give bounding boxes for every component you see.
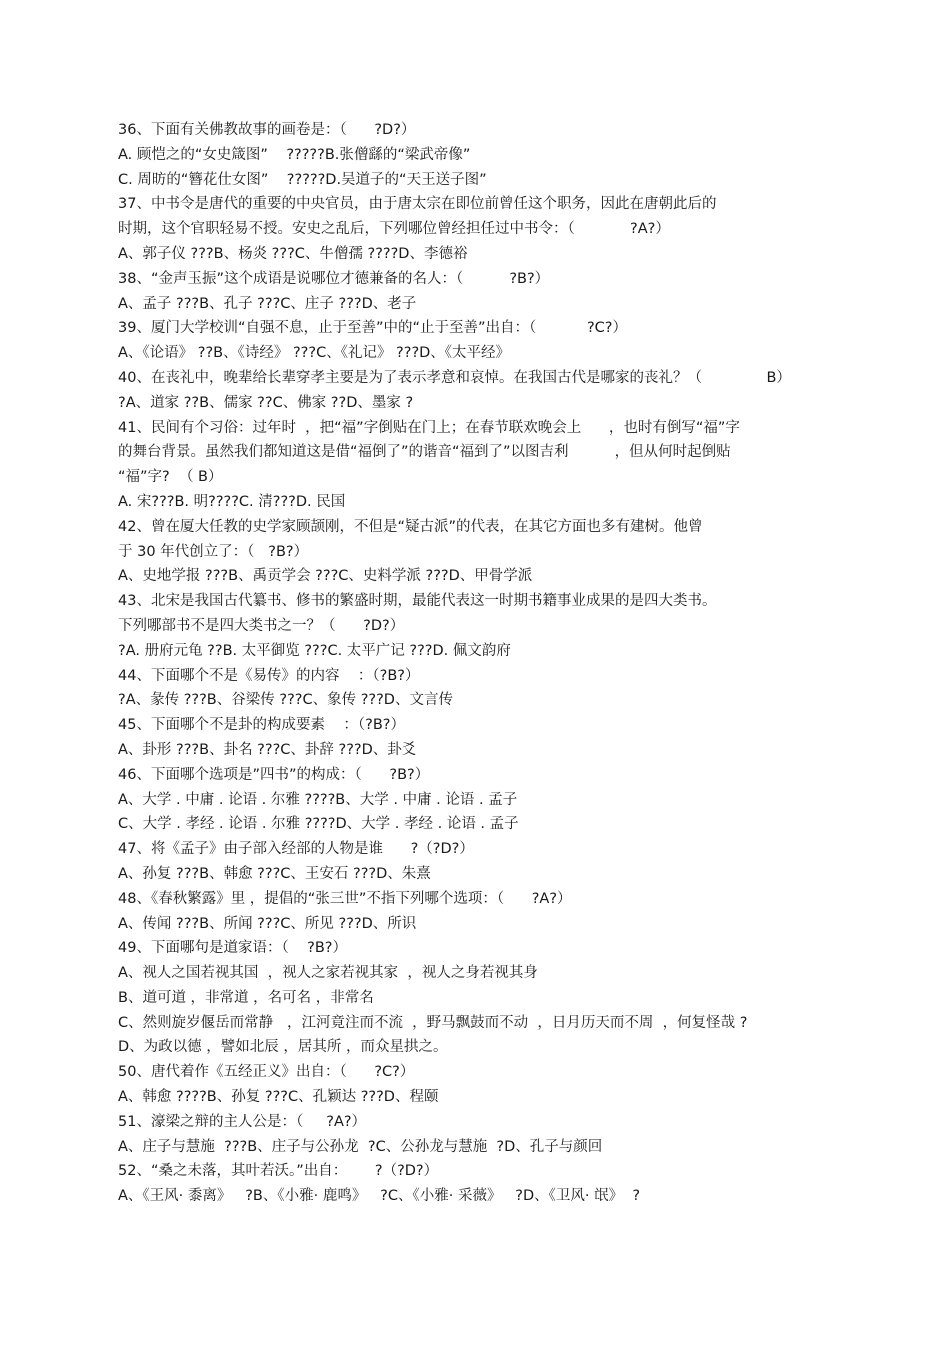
q40-stem: 40、在丧礼中，晚辈给长辈穿孝主要是为了表示孝意和哀悼。在我国古代是哪家的丧礼？（ B） bbox=[118, 369, 791, 386]
q41-stem-line2: 的舞台背景。虽然我们都知道这是借“福倒了”的谐音“福到了”以图吉利 ，但从何时起倒贴 bbox=[118, 444, 731, 461]
q41-stem-line1: 41、民间有个习俗：过年时 ，把“福”字倒贴在门上；在春节联欢晚会上 ，也时有倒写“福”字 bbox=[118, 419, 740, 436]
q39-stem: 39、厦门大学校训“自强不息，止于至善”中的“止于至善”出自：（ ?C?） bbox=[118, 320, 627, 337]
q45-options: A、卦形 ???B、卦名 ???C、卦辞 ???D、卦爻 bbox=[118, 741, 417, 758]
q39-options: A、《论语》 ??B、《诗经》 ???C、《礼记》 ???D、《太平经》 bbox=[118, 345, 511, 362]
q41-options: A. 宋???B. 明????C. 清???D. 民国 bbox=[118, 493, 346, 510]
q47-stem: 47、将《孟子》由子部入经部的人物是谁 ?（?D?） bbox=[118, 841, 474, 858]
document-page bbox=[118, 118, 858, 1209]
q44-options: ?A、彖传 ???B、谷梁传 ???C、象传 ???D、文言传 bbox=[118, 692, 453, 709]
q42-options: A、史地学报 ???B、禹贡学会 ???C、史料学派 ???D、甲骨学派 bbox=[118, 568, 533, 585]
q43-stem-line1: 43、北宋是我国古代纂书、修书的繁盛时期，最能代表这一时期书籍事业成果的是四大类书。 bbox=[118, 593, 717, 610]
q51-options: A、庄子与慧施 ???B、庄子与公孙龙 ?C、公孙龙与慧施 ?D、孔子与颜回 bbox=[118, 1138, 603, 1155]
q44-stem: 44、下面哪个不是《易传》的内容 ：（?B?） bbox=[118, 667, 420, 684]
q50-stem: 50、唐代着作《五经正义》出自：（ ?C?） bbox=[118, 1064, 415, 1081]
q43-options: ?A. 册府元龟 ??B. 太平御览 ???C. 太平广记 ???D. 佩文韵府 bbox=[118, 642, 511, 659]
q46-options-ab: A、大学 . 中庸 . 论语 . 尔雅 ????B、大学 . 中庸 . 论语 . 孟子 bbox=[118, 791, 518, 808]
q48-options: A、传闻 ???B、所闻 ???C、所见 ???D、所识 bbox=[118, 915, 417, 932]
q50-options: A、韩愈 ????B、孙复 ???C、孔颖达 ???D、程颐 bbox=[118, 1089, 439, 1106]
q51-stem: 51、濠梁之辩的主人公是：（ ?A?） bbox=[118, 1113, 367, 1130]
q40-options: ?A、道家 ??B、儒家 ??C、佛家 ??D、墨家 ? bbox=[118, 394, 414, 411]
q49-option-d: D、为政以德 ，譬如北辰 ，居其所 ，而众星拱之。 bbox=[118, 1039, 448, 1056]
q37-stem-line1: 37、中书令是唐代的重要的中央官员，由于唐太宗在即位前曾任这个职务，因此在唐朝此后的 bbox=[118, 196, 717, 213]
q38-stem: 38、“金声玉振”这个成语是说哪位才德兼备的名人：（ ?B?） bbox=[118, 270, 550, 287]
q36-options-ab: A. 顾恺之的“女史箴图” ?????B.张僧繇的“梁武帝像” bbox=[118, 146, 471, 163]
q43-stem-line2: 下列哪部书不是四大类书之一？（ ?D?） bbox=[118, 617, 405, 634]
q37-stem-line2: 时期，这个官职轻易不授。安史之乱后，下列哪位曾经担任过中书令：（ ?A?） bbox=[118, 221, 670, 238]
q49-option-b: B、道可道 ，非常道 ，名可名 ，非常名 bbox=[118, 989, 374, 1006]
q47-options: A、孙复 ???B、韩愈 ???C、王安石 ???D、朱熹 bbox=[118, 865, 431, 882]
q49-stem: 49、下面哪句是道家语：（ ?B?） bbox=[118, 940, 347, 957]
q48-stem: 48、《春秋繁露》里 ，提倡的“张三世”不指下列哪个选项：（ ?A?） bbox=[118, 890, 572, 907]
q45-stem: 45、下面哪个不是卦的构成要素 ：（?B?） bbox=[118, 717, 405, 734]
q49-option-a: A、视人之国若视其国 ，视人之家若视其家 ，视人之身若视其身 bbox=[118, 965, 538, 982]
q46-options-cd: C、大学 . 孝经 . 论语 . 尔雅 ????D、大学 . 孝经 . 论语 . 孟子 bbox=[118, 816, 519, 833]
q36-stem: 36、下面有关佛教故事的画卷是：（ ?D?） bbox=[118, 122, 416, 138]
q52-stem: 52、“桑之未落，其叶若沃。”出自： ?（?D?） bbox=[118, 1163, 439, 1180]
q49-option-c: C、然则旋岁偃岳而常静 ，江河竟注而不流 ，野马飘鼓而不动 ，日月历天而不周 ，何复怪哉 ? bbox=[118, 1014, 748, 1031]
q52-options: A、《王风· 黍离》 ?B、《小雅· 鹿鸣》 ?C、《小雅· 采薇》 ?D、《卫风· 氓》 ? bbox=[118, 1188, 641, 1205]
q36-options-cd: C. 周昉的“簪花仕女图” ?????D.吴道子的“天王送子图” bbox=[118, 171, 487, 188]
q41-stem-line3: “福”字? （ B） bbox=[118, 469, 223, 486]
q42-stem-line1: 42、曾在厦大任教的史学家顾颉刚，不但是“疑古派”的代表，在其它方面也多有建树。他曾 bbox=[118, 518, 703, 535]
q37-options: A、郭子仪 ???B、杨炎 ???C、牛僧孺 ????D、李德裕 bbox=[118, 245, 468, 262]
q42-stem-line2: 于 30 年代创立了：（ ?B?） bbox=[118, 543, 309, 560]
q38-options: A、孟子 ???B、孔子 ???C、庄子 ???D、老子 bbox=[118, 295, 417, 312]
q46-stem: 46、下面哪个选项是”四书”的构成：（ ?B?） bbox=[118, 766, 430, 783]
